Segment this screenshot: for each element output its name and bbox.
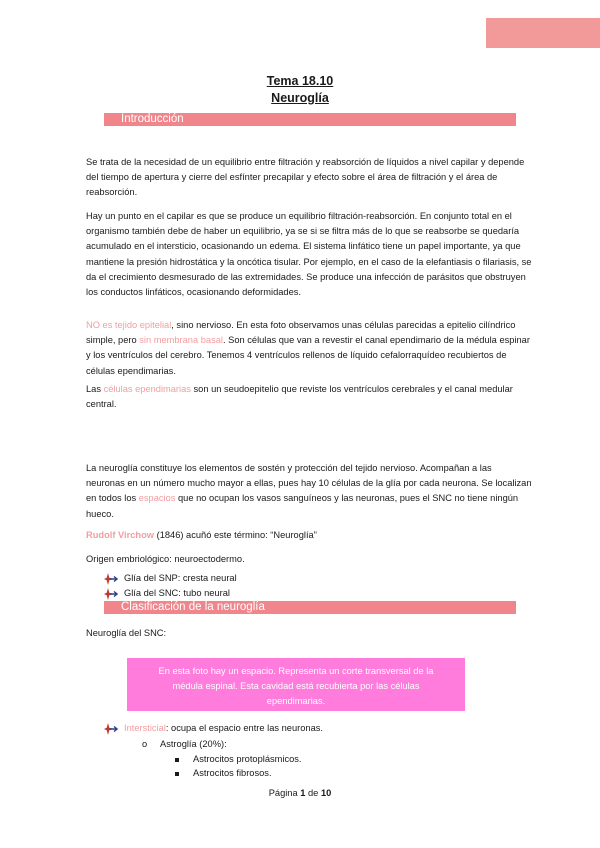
paragraph-virchow: Rudolf Virchow (1846) acuñó este término: “Neuroglía” <box>86 530 317 540</box>
list-item: Glía del SNP: cresta neural <box>104 571 237 586</box>
total-pages-number: 10 <box>320 788 332 798</box>
corner-tab <box>486 18 600 48</box>
paragraph-origen-embriologico: Origen embriológico: neuroectodermo. <box>86 554 245 564</box>
highlight-intersticial: Intersticial <box>124 723 166 733</box>
sub-sub-item-fibrosos: Astrocitos fibrosos. <box>175 768 272 778</box>
highlight-celulas-ependimarias: células ependimarias <box>103 384 191 394</box>
list-item: Intersticial : ocupa el espacio entre las neuronas. <box>104 721 323 736</box>
page-title: Tema 18.10 <box>266 74 334 88</box>
highlight-espacios: espacios <box>138 493 176 504</box>
highlight-sin-membrana-basal: sin membrana basal <box>139 335 223 346</box>
paragraph-tejido-nervioso: NO es tejido epitelial, sino nervioso. En esta foto observamos unas células parecidas a epitelio cilíndrico simple, pero sin membrana basal. Son células que van a revestir el canal ependimario de la médula espinar y los ventrículos del cerebro. Tenemos 4 ventrículos rellenos de líquido cefalorraquídeo recubiertos de células ependimarias. <box>86 320 530 376</box>
sub-sub-item-protoplasmicos: Astrocitos protoplásmicos. <box>175 754 302 764</box>
bullet-list-intersticial <box>104 721 323 736</box>
current-page-number: 1 <box>300 788 306 798</box>
page-footer: Página 1 de 10 <box>268 788 332 798</box>
image-caption-callout: En esta foto hay un espacio. Representa un corte transversal de la médula espinal. Esta cavidad está recubierta por las células ependimarias. <box>127 658 465 711</box>
paragraph-equilibrio: Hay un punto en el capilar es que se produce un equilibrio filtración-reabsorción. En conjunto total en el organismo también debe de haber un equilibrio, ya se si se filtra más de lo que se reabsorbe se quedaría acumulado en el intersticio, ocasionando un edema. El sistema linfático tiene un papel importante, ya que mantiene la presión hidrostática y la oncótica tisular. Por ejemplo, en el caso de la elefantiasis o filariasis, se da el crecimiento desmesurado de las extremidades. Se produce una infección de parásitos que obstruyen los conductos linfáticos, ocasionando deformidades. <box>86 211 532 298</box>
paragraph-neuroglia-definicion: La neuroglía constituye los elementos de sostén y protección del tejido nervioso. Acompañan a las neuronas en un número mucho mayor a ellas, pues hay 10 células de la glía por cada neurona. Se localizan en todos los espacios que no ocupan los vasos sanguíneos y las neuronas, pues el SNC no tiene ningún hueco. <box>86 463 532 519</box>
list-item: Glía del SNC: tubo neural <box>104 586 237 601</box>
four-point-star-arrow-bullet-icon <box>104 573 118 585</box>
sub-item-astroglia: o Astroglía (20%): <box>142 739 227 749</box>
page-subtitle: Neuroglía <box>271 91 329 105</box>
bullet-list-glia <box>104 571 237 601</box>
square-bullet-icon <box>175 772 179 776</box>
four-point-star-arrow-bullet-icon <box>104 588 118 600</box>
highlight-no-epitelial: NO es tejido epitelial <box>86 320 172 330</box>
section-header-introduccion: Introducción <box>104 113 516 126</box>
four-point-star-arrow-bullet-icon <box>104 723 118 735</box>
square-bullet-icon <box>175 758 179 762</box>
paragraph-celulas-ependimarias: Las células ependimarias son un seudoepitelio que reviste los ventrículos cerebrales y el canal medular central. <box>86 384 513 410</box>
circle-bullet: o <box>142 739 148 749</box>
paragraph-filtracion: Se trata de la necesidad de un equilibrio entre filtración y reabsorción de líquidos a nivel capilar y depende del tiempo de apertura y cierre del esfínter precapilar y efecto sobre el área de filtración y el área de reabsorción. <box>86 157 525 198</box>
paragraph-neuroglia-snc: Neuroglía del SNC: <box>86 628 167 638</box>
highlight-rudolf-virchow: Rudolf Virchow <box>86 530 155 540</box>
section-header-clasificacion: Clasificación de la neuroglía <box>104 601 516 614</box>
